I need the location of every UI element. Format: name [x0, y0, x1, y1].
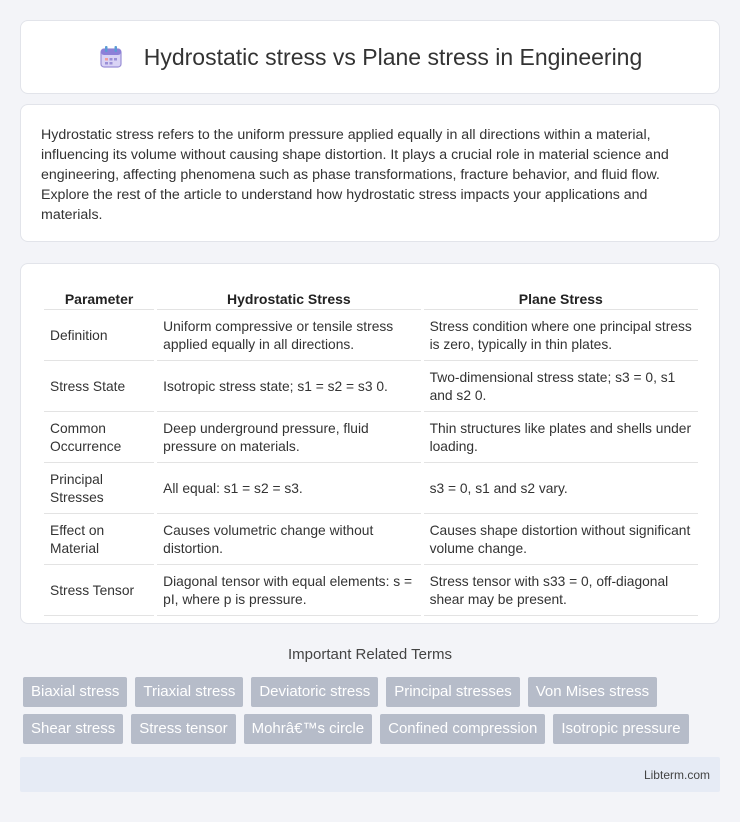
row-hydrostatic: Uniform compressive or tensile stress applied equally in all directions.: [157, 312, 420, 361]
row-plane: s3 = 0, s1 and s2 vary.: [424, 465, 698, 514]
row-hydrostatic: Isotropic stress state; s1 = s2 = s3 0.: [157, 363, 420, 412]
table-row: [44, 516, 698, 565]
related-term-tag[interactable]: Mohrâ€™s circle: [244, 714, 373, 744]
related-term-tag[interactable]: Von Mises stress: [528, 677, 657, 707]
table-header-row: [44, 288, 698, 310]
related-terms-list: [23, 677, 723, 744]
related-term-tag[interactable]: Biaxial stress: [23, 677, 127, 707]
footer: [20, 757, 720, 792]
row-hydrostatic: All equal: s1 = s2 = s3.: [157, 465, 420, 514]
table-row: [44, 363, 698, 412]
header-parameter: Parameter: [44, 288, 154, 310]
header-card: [20, 20, 720, 94]
row-parameter: Stress Tensor: [44, 567, 154, 616]
row-plane: Causes shape distortion without significant volume change.: [424, 516, 698, 565]
row-parameter: Common Occurrence: [44, 414, 154, 463]
row-plane: Two-dimensional stress state; s3 = 0, s1 and s2 0.: [424, 363, 698, 412]
table-row: [44, 312, 698, 361]
related-term-tag[interactable]: Shear stress: [23, 714, 123, 744]
related-term-tag[interactable]: Stress tensor: [131, 714, 235, 744]
row-plane: Stress condition where one principal stress is zero, typically in thin plates.: [424, 312, 698, 361]
comparison-table-card: [20, 263, 720, 624]
row-hydrostatic: Deep underground pressure, fluid pressure on materials.: [157, 414, 420, 463]
row-parameter: Stress State: [44, 363, 154, 412]
comparison-table: [41, 286, 701, 618]
calendar-icon: [98, 44, 124, 70]
table-row: [44, 414, 698, 463]
row-parameter: Effect on Material: [44, 516, 154, 565]
related-terms-title: Important Related Terms: [288, 646, 452, 663]
page-title: Hydrostatic stress vs Plane stress in Engineering: [143, 43, 643, 70]
related-term-tag[interactable]: Deviatoric stress: [251, 677, 378, 707]
table-row: [44, 465, 698, 514]
header-hydrostatic: Hydrostatic Stress: [157, 288, 420, 310]
row-parameter: Principal Stresses: [44, 465, 154, 514]
intro-card: [20, 104, 720, 242]
row-plane: Thin structures like plates and shells under loading.: [424, 414, 698, 463]
row-hydrostatic: Causes volumetric change without distortion.: [157, 516, 420, 565]
related-term-tag[interactable]: Principal stresses: [386, 677, 520, 707]
row-hydrostatic: Diagonal tensor with equal elements: s = pI, where p is pressure.: [157, 567, 420, 616]
footer-site-link[interactable]: Libterm.com: [643, 767, 710, 782]
row-parameter: Definition: [44, 312, 154, 361]
table-row: [44, 567, 698, 616]
header-plane: Plane Stress: [424, 288, 698, 310]
intro-text: Hydrostatic stress refers to the uniform pressure applied equally in all directions within a material, influencing its volume without causing shape distortion. It plays a crucial role in material science and engineering, affecting phenomena such as phase transformations, fracture behavior, and fluid flow. Explore the rest of the article to understand how hydrostatic stress impacts your applications and materials.: [41, 127, 669, 223]
related-term-tag[interactable]: Triaxial stress: [135, 677, 243, 707]
row-plane: Stress tensor with s33 = 0, off-diagonal shear may be present.: [424, 567, 698, 616]
related-term-tag[interactable]: Confined compression: [380, 714, 545, 744]
related-term-tag[interactable]: Isotropic pressure: [553, 714, 688, 744]
